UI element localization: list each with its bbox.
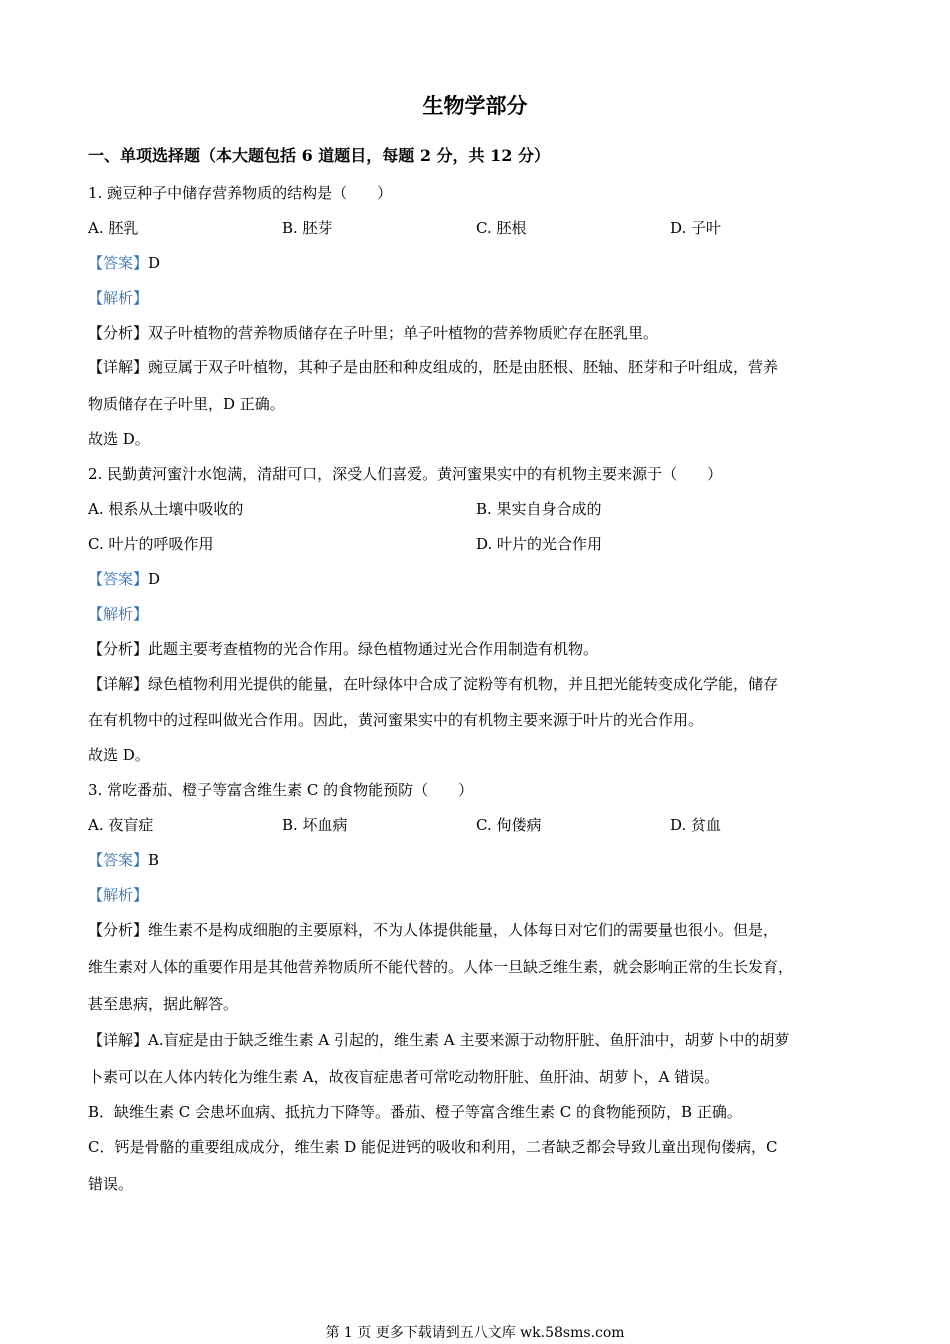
answer-value: B	[148, 851, 160, 869]
question-2-option-a: A. 根系从土壤中吸收的	[88, 500, 244, 518]
analysis-tag: 【分析】	[88, 324, 149, 342]
question-1-option-a: A. 胚乳	[88, 219, 139, 237]
question-2-conclusion: 故选 D。	[88, 746, 150, 764]
question-3-jiexi-tag: 【解析】	[88, 886, 149, 904]
question-3-option-b: B. 坏血病	[282, 816, 348, 834]
question-2-jiexi-tag: 【解析】	[88, 605, 149, 623]
analysis-text: 此题主要考查植物的光合作用。绿色植物通过光合作用制造有机物。	[148, 640, 599, 658]
question-1-conclusion: 故选 D。	[88, 430, 150, 448]
question-1-detail-line-2: 物质储存在子叶里，D 正确。	[88, 395, 285, 413]
question-1-jiexi-tag: 【解析】	[88, 289, 149, 307]
question-3-option-d: D. 贫血	[670, 816, 722, 834]
question-3-analysis-line-2: 维生素对人体的重要作用是其他营养物质所不能代替的。人体一旦缺乏维生素，就会影响正常的生长发育，	[88, 958, 794, 976]
detail-text: 豌豆属于双子叶植物，其种子是由胚和种皮组成的，胚是由胚根、胚轴、胚芽和子叶组成，营养	[148, 358, 779, 376]
question-2-stem: 2. 民勤黄河蜜汁水饱满，清甜可口，深受人们喜爱。黄河蜜果实中的有机物主要来源于（ ）	[88, 465, 723, 483]
question-3-stem: 3. 常吃番茄、橙子等富含维生素 C 的食物能预防（ ）	[88, 781, 474, 799]
answer-value: D	[148, 254, 161, 272]
page-title: 生物学部分	[422, 93, 528, 118]
answer-tag: 【答案】	[88, 851, 149, 869]
detail-text: 绿色植物利用光提供的能量，在叶绿体中合成了淀粉等有机物，并且把光能转变成化学能，储存	[148, 675, 779, 693]
question-2-detail-line-1	[88, 674, 778, 694]
answer-value: D	[148, 570, 161, 588]
section-heading: 一、单项选择题（本大题包括 6 道题目，每题 2 分，共 12 分）	[88, 146, 550, 165]
question-2-option-b: B. 果实自身合成的	[476, 500, 602, 518]
question-3-option-a: A. 夜盲症	[88, 816, 154, 834]
analysis-tag: 【分析】	[88, 640, 149, 658]
detail-text: A.盲症是由于缺乏维生素 A 引起的，维生素 A 主要来源于动物肝脏、鱼肝油中，胡萝卜中的胡萝	[148, 1031, 790, 1049]
analysis-text: 维生素不是构成细胞的主要原料，不为人体提供能量，人体每日对它们的需要量也很小。但是，	[148, 921, 779, 939]
question-3-analysis-line-1	[88, 920, 778, 940]
question-3-answer	[88, 850, 159, 870]
question-3-option-c: C. 佝偻病	[476, 816, 542, 834]
question-2-option-d: D. 叶片的光合作用	[476, 535, 603, 553]
question-1-option-d: D. 子叶	[670, 219, 722, 237]
question-3-option-c-explanation-1: C．钙是骨骼的重要组成成分，维生素 D 能促进钙的吸收和利用，二者缺乏都会导致儿童出现佝偻病，C	[88, 1138, 778, 1156]
detail-tag: 【详解】	[88, 1031, 149, 1049]
question-3-analysis-line-3: 甚至患病，据此解答。	[88, 995, 239, 1013]
question-2-detail-line-2: 在有机物中的过程叫做光合作用。因此，黄河蜜果实中的有机物主要来源于叶片的光合作用。	[88, 711, 704, 729]
question-3-option-c-explanation-2: 错误。	[88, 1175, 134, 1193]
page-footer: 第 1 页 更多下载请到五八文库 wk.58sms.com	[325, 1325, 625, 1341]
question-1-analysis	[88, 323, 658, 343]
question-1-stem: 1. 豌豆种子中储存营养物质的结构是（ ）	[88, 184, 393, 202]
question-2-analysis	[88, 639, 598, 659]
analysis-tag: 【分析】	[88, 921, 149, 939]
answer-tag: 【答案】	[88, 570, 149, 588]
question-2-option-c: C. 叶片的呼吸作用	[88, 535, 214, 553]
question-3-option-b-explanation: B．缺维生素 C 会患坏血病、抵抗力下降等。番茄、橙子等富含维生素 C 的食物能预防，B 正确。	[88, 1103, 742, 1121]
question-1-option-b: B. 胚芽	[282, 219, 333, 237]
question-2-answer	[88, 569, 160, 589]
detail-tag: 【详解】	[88, 675, 149, 693]
question-1-option-c: C. 胚根	[476, 219, 527, 237]
question-3-detail-line-2: 卜素可以在人体内转化为维生素 A，故夜盲症患者可常吃动物肝脏、鱼肝油、胡萝卜，A 错误。	[88, 1068, 720, 1086]
question-3-detail-line-1	[88, 1030, 789, 1050]
answer-tag: 【答案】	[88, 254, 149, 272]
question-1-answer	[88, 253, 160, 273]
detail-tag: 【详解】	[88, 358, 149, 376]
question-1-detail-line-1	[88, 357, 778, 377]
analysis-text: 双子叶植物的营养物质储存在子叶里；单子叶植物的营养物质贮存在胚乳里。	[148, 324, 659, 342]
